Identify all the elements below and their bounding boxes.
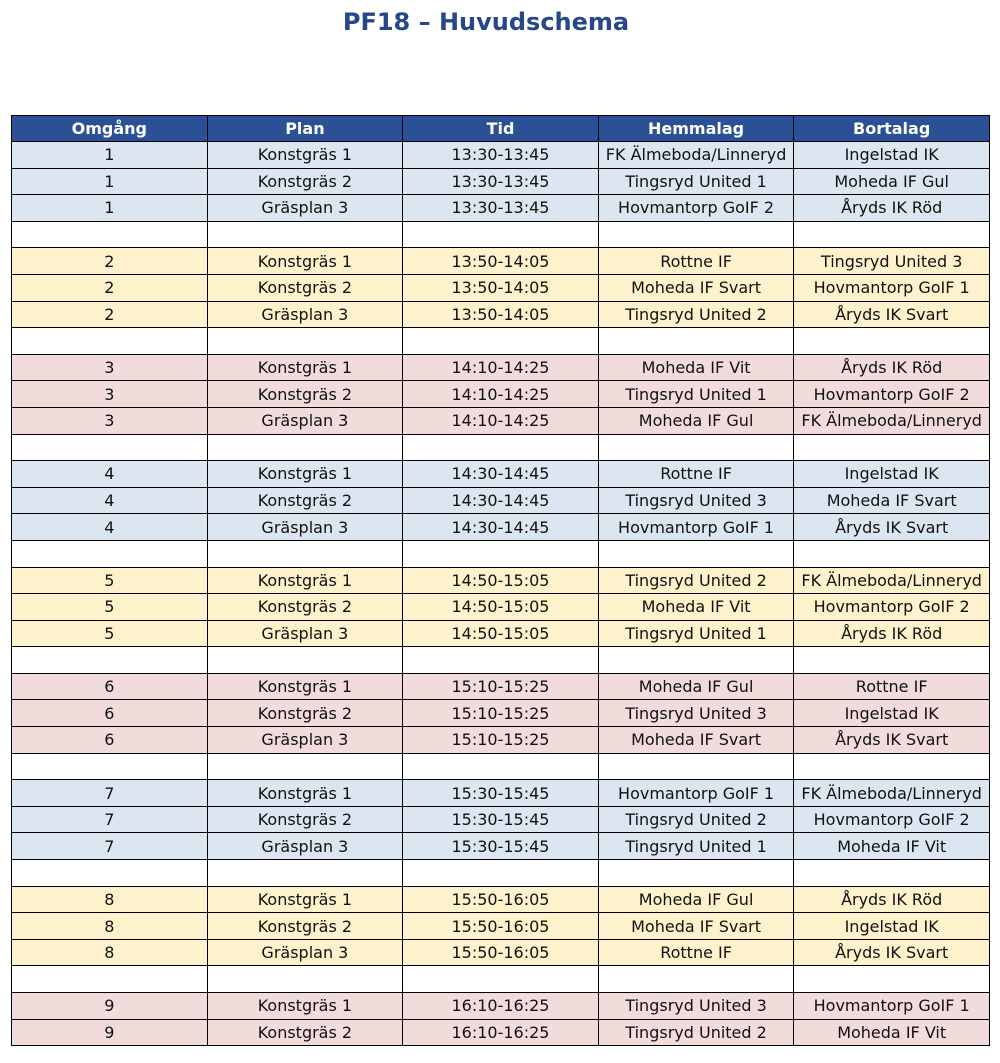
round-cell: [12, 753, 208, 780]
round-cell: 4: [12, 461, 208, 488]
away-team-cell: Åryds IK Röd: [794, 886, 990, 913]
time-cell: 13:30-13:45: [403, 195, 599, 222]
away-team-cell: Moheda IF Svart: [794, 487, 990, 514]
field-cell: Konstgräs 2: [207, 806, 403, 833]
field-cell: Konstgräs 1: [207, 673, 403, 700]
time-cell: 14:30-14:45: [403, 461, 599, 488]
away-team-cell: Ingelstad IK: [794, 913, 990, 940]
field-cell: Konstgräs 2: [207, 274, 403, 301]
field-cell: [207, 966, 403, 993]
time-cell: 15:30-15:45: [403, 806, 599, 833]
table-row: [12, 993, 990, 1020]
time-cell: 14:10-14:25: [403, 354, 599, 381]
table-row: [12, 381, 990, 408]
home-team-cell: [598, 647, 794, 674]
round-cell: 7: [12, 806, 208, 833]
field-cell: Gräsplan 3: [207, 833, 403, 860]
home-team-cell: Tingsryd United 3: [598, 993, 794, 1020]
time-cell: [403, 328, 599, 355]
home-team-cell: Moheda IF Svart: [598, 913, 794, 940]
away-team-cell: [794, 328, 990, 355]
home-team-cell: Rottne IF: [598, 461, 794, 488]
round-cell: 8: [12, 886, 208, 913]
table-row: [12, 487, 990, 514]
time-cell: 15:10-15:25: [403, 700, 599, 727]
header-row: [12, 116, 990, 142]
spacer-row: [12, 860, 990, 887]
home-team-cell: Moheda IF Gul: [598, 673, 794, 700]
field-cell: Konstgräs 1: [207, 567, 403, 594]
home-team-cell: Rottne IF: [598, 248, 794, 275]
table-row: [12, 461, 990, 488]
table-row: [12, 939, 990, 966]
time-cell: 13:30-13:45: [403, 142, 599, 169]
away-team-cell: Moheda IF Vit: [794, 833, 990, 860]
away-team-cell: Moheda IF Gul: [794, 168, 990, 195]
round-cell: [12, 540, 208, 567]
home-team-cell: [598, 753, 794, 780]
time-cell: 14:10-14:25: [403, 381, 599, 408]
field-cell: [207, 860, 403, 887]
away-team-cell: Hovmantorp GoIF 1: [794, 993, 990, 1020]
home-team-cell: Moheda IF Gul: [598, 407, 794, 434]
field-cell: Gräsplan 3: [207, 195, 403, 222]
field-cell: Gräsplan 3: [207, 407, 403, 434]
time-cell: 15:50-16:05: [403, 939, 599, 966]
away-team-cell: Ingelstad IK: [794, 461, 990, 488]
away-team-cell: Hovmantorp GoIF 1: [794, 274, 990, 301]
field-cell: [207, 434, 403, 461]
away-team-cell: Ingelstad IK: [794, 142, 990, 169]
field-cell: Konstgräs 2: [207, 487, 403, 514]
field-cell: Konstgräs 1: [207, 780, 403, 807]
away-team-cell: [794, 860, 990, 887]
time-cell: 13:30-13:45: [403, 168, 599, 195]
home-team-cell: Hovmantorp GoIF 1: [598, 780, 794, 807]
away-team-cell: Åryds IK Svart: [794, 727, 990, 754]
away-team-cell: Hovmantorp GoIF 2: [794, 806, 990, 833]
round-cell: 6: [12, 700, 208, 727]
away-team-cell: Åryds IK Röd: [794, 354, 990, 381]
home-team-cell: [598, 328, 794, 355]
round-cell: 3: [12, 407, 208, 434]
time-cell: [403, 860, 599, 887]
home-team-cell: Tingsryd United 1: [598, 833, 794, 860]
away-team-cell: Åryds IK Svart: [794, 514, 990, 541]
round-cell: 5: [12, 567, 208, 594]
table-row: [12, 727, 990, 754]
table-row: [12, 142, 990, 169]
time-cell: 15:30-15:45: [403, 780, 599, 807]
spacer-row: [12, 753, 990, 780]
time-cell: 15:10-15:25: [403, 673, 599, 700]
away-team-cell: Ingelstad IK: [794, 700, 990, 727]
column-header-round: Omgång: [12, 116, 208, 142]
time-cell: 16:10-16:25: [403, 993, 599, 1020]
schedule-table: [11, 115, 990, 1046]
home-team-cell: [598, 434, 794, 461]
away-team-cell: [794, 540, 990, 567]
field-cell: Gräsplan 3: [207, 514, 403, 541]
field-cell: [207, 753, 403, 780]
table-row: [12, 354, 990, 381]
home-team-cell: Moheda IF Svart: [598, 274, 794, 301]
away-team-cell: [794, 434, 990, 461]
table-row: [12, 514, 990, 541]
home-team-cell: Rottne IF: [598, 939, 794, 966]
round-cell: 5: [12, 594, 208, 621]
spacer-row: [12, 540, 990, 567]
spacer-row: [12, 434, 990, 461]
table-row: [12, 700, 990, 727]
time-cell: 14:30-14:45: [403, 487, 599, 514]
round-cell: 4: [12, 487, 208, 514]
home-team-cell: Moheda IF Svart: [598, 727, 794, 754]
round-cell: 8: [12, 939, 208, 966]
table-row: [12, 780, 990, 807]
home-team-cell: Tingsryd United 1: [598, 620, 794, 647]
field-cell: Konstgräs 1: [207, 886, 403, 913]
round-cell: 2: [12, 274, 208, 301]
round-cell: [12, 221, 208, 248]
round-cell: [12, 860, 208, 887]
round-cell: 7: [12, 833, 208, 860]
page-title: PF18 – Huvudschema: [342, 8, 630, 36]
time-cell: [403, 966, 599, 993]
home-team-cell: [598, 540, 794, 567]
away-team-cell: Rottne IF: [794, 673, 990, 700]
time-cell: 13:50-14:05: [403, 301, 599, 328]
away-team-cell: Åryds IK Svart: [794, 301, 990, 328]
round-cell: [12, 434, 208, 461]
home-team-cell: Tingsryd United 1: [598, 168, 794, 195]
home-team-cell: Tingsryd United 2: [598, 1019, 794, 1046]
round-cell: 5: [12, 620, 208, 647]
time-cell: 15:10-15:25: [403, 727, 599, 754]
table-row: [12, 168, 990, 195]
table-row: [12, 620, 990, 647]
home-team-cell: Moheda IF Vit: [598, 594, 794, 621]
round-cell: [12, 647, 208, 674]
field-cell: Konstgräs 2: [207, 913, 403, 940]
home-team-cell: [598, 860, 794, 887]
table-row: [12, 301, 990, 328]
away-team-cell: Tingsryd United 3: [794, 248, 990, 275]
field-cell: Konstgräs 2: [207, 168, 403, 195]
round-cell: 2: [12, 248, 208, 275]
time-cell: 15:50-16:05: [403, 886, 599, 913]
table-row: [12, 913, 990, 940]
home-team-cell: [598, 221, 794, 248]
round-cell: 1: [12, 195, 208, 222]
table-row: [12, 1019, 990, 1046]
time-cell: 14:50-15:05: [403, 594, 599, 621]
field-cell: Gräsplan 3: [207, 620, 403, 647]
field-cell: Konstgräs 1: [207, 354, 403, 381]
time-cell: 14:50-15:05: [403, 620, 599, 647]
away-team-cell: Åryds IK Röd: [794, 620, 990, 647]
home-team-cell: Moheda IF Vit: [598, 354, 794, 381]
time-cell: 15:50-16:05: [403, 913, 599, 940]
spacer-row: [12, 647, 990, 674]
table-row: [12, 567, 990, 594]
table-row: [12, 195, 990, 222]
away-team-cell: Moheda IF Vit: [794, 1019, 990, 1046]
field-cell: Konstgräs 2: [207, 381, 403, 408]
field-cell: Gräsplan 3: [207, 727, 403, 754]
time-cell: [403, 647, 599, 674]
column-header-away-team: Bortalag: [794, 116, 990, 142]
table-row: [12, 833, 990, 860]
home-team-cell: [598, 966, 794, 993]
home-team-cell: Tingsryd United 1: [598, 381, 794, 408]
home-team-cell: FK Älmeboda/Linneryd: [598, 142, 794, 169]
field-cell: Konstgräs 1: [207, 993, 403, 1020]
time-cell: 13:50-14:05: [403, 248, 599, 275]
field-cell: [207, 328, 403, 355]
round-cell: 8: [12, 913, 208, 940]
field-cell: Konstgräs 1: [207, 248, 403, 275]
field-cell: Gräsplan 3: [207, 939, 403, 966]
field-cell: Gräsplan 3: [207, 301, 403, 328]
home-team-cell: Moheda IF Gul: [598, 886, 794, 913]
round-cell: 9: [12, 993, 208, 1020]
home-team-cell: Tingsryd United 3: [598, 487, 794, 514]
time-cell: 15:30-15:45: [403, 833, 599, 860]
home-team-cell: Hovmantorp GoIF 2: [598, 195, 794, 222]
round-cell: 6: [12, 673, 208, 700]
away-team-cell: [794, 647, 990, 674]
table-row: [12, 407, 990, 434]
away-team-cell: [794, 221, 990, 248]
time-cell: 14:50-15:05: [403, 567, 599, 594]
round-cell: 9: [12, 1019, 208, 1046]
column-header-time: Tid: [403, 116, 599, 142]
field-cell: [207, 647, 403, 674]
time-cell: 14:10-14:25: [403, 407, 599, 434]
home-team-cell: Hovmantorp GoIF 1: [598, 514, 794, 541]
home-team-cell: Tingsryd United 2: [598, 567, 794, 594]
table-row: [12, 594, 990, 621]
round-cell: [12, 328, 208, 355]
spacer-row: [12, 328, 990, 355]
field-cell: Konstgräs 2: [207, 700, 403, 727]
time-cell: [403, 221, 599, 248]
away-team-cell: [794, 966, 990, 993]
field-cell: [207, 221, 403, 248]
spacer-row: [12, 221, 990, 248]
time-cell: 13:50-14:05: [403, 274, 599, 301]
home-team-cell: Tingsryd United 2: [598, 301, 794, 328]
round-cell: 1: [12, 142, 208, 169]
round-cell: 4: [12, 514, 208, 541]
away-team-cell: FK Älmeboda/Linneryd: [794, 567, 990, 594]
table-row: [12, 274, 990, 301]
table-row: [12, 673, 990, 700]
field-cell: Konstgräs 1: [207, 461, 403, 488]
away-team-cell: FK Älmeboda/Linneryd: [794, 407, 990, 434]
home-team-cell: Tingsryd United 3: [598, 700, 794, 727]
field-cell: Konstgräs 2: [207, 1019, 403, 1046]
home-team-cell: Tingsryd United 2: [598, 806, 794, 833]
round-cell: [12, 966, 208, 993]
time-cell: [403, 434, 599, 461]
field-cell: Konstgräs 1: [207, 142, 403, 169]
time-cell: [403, 540, 599, 567]
time-cell: 14:30-14:45: [403, 514, 599, 541]
time-cell: 16:10-16:25: [403, 1019, 599, 1046]
time-cell: [403, 753, 599, 780]
away-team-cell: Hovmantorp GoIF 2: [794, 381, 990, 408]
away-team-cell: Åryds IK Röd: [794, 195, 990, 222]
table-row: [12, 886, 990, 913]
away-team-cell: FK Älmeboda/Linneryd: [794, 780, 990, 807]
table-row: [12, 248, 990, 275]
round-cell: 6: [12, 727, 208, 754]
field-cell: [207, 540, 403, 567]
round-cell: 1: [12, 168, 208, 195]
field-cell: Konstgräs 2: [207, 594, 403, 621]
round-cell: 2: [12, 301, 208, 328]
round-cell: 7: [12, 780, 208, 807]
round-cell: 3: [12, 354, 208, 381]
away-team-cell: Åryds IK Svart: [794, 939, 990, 966]
round-cell: 3: [12, 381, 208, 408]
spacer-row: [12, 966, 990, 993]
away-team-cell: [794, 753, 990, 780]
column-header-home-team: Hemmalag: [598, 116, 794, 142]
column-header-field: Plan: [207, 116, 403, 142]
schedule-body: [12, 142, 990, 1046]
table-row: [12, 806, 990, 833]
away-team-cell: Hovmantorp GoIF 2: [794, 594, 990, 621]
